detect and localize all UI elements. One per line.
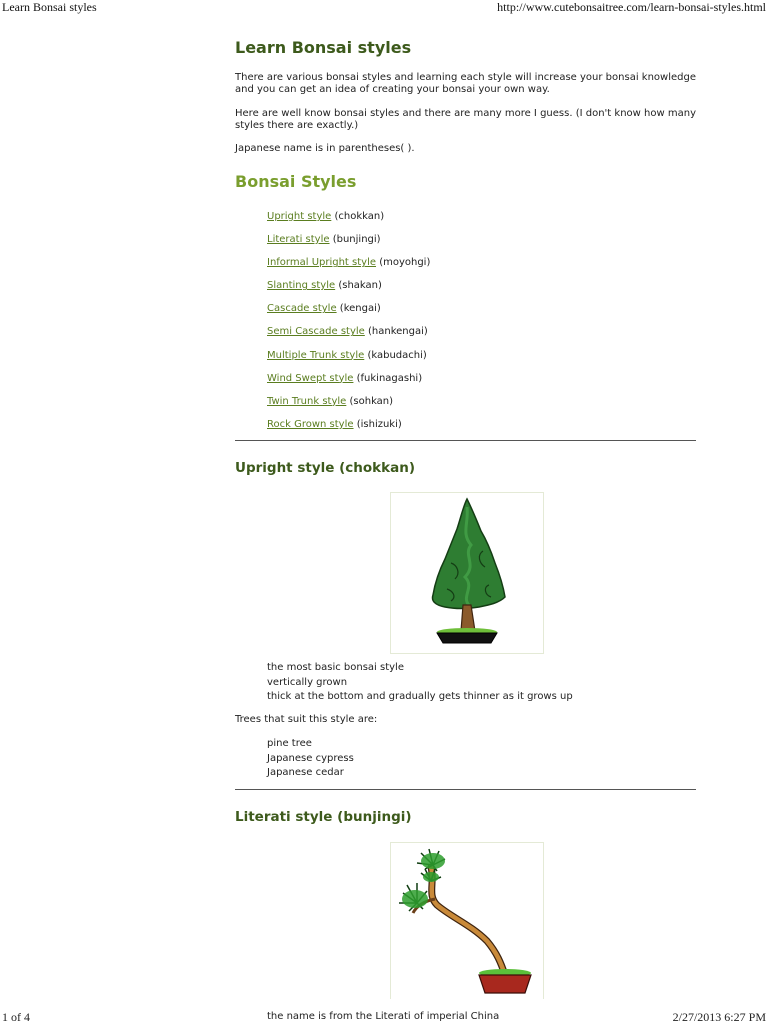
list-item	[267, 395, 430, 418]
list-item	[267, 210, 430, 233]
upright-features-list	[267, 661, 573, 705]
list-item	[267, 349, 430, 372]
style-link-semi-cascade[interactable]: Semi Cascade style	[267, 326, 365, 338]
style-japanese-name: (ishizuki)	[356, 418, 402, 430]
print-footer-page: 1 of 4	[2, 1010, 30, 1024]
intro-paragraph-2: Here are well know bonsai styles and there are many more I guess. (I don't know how many styles there are exactly.)	[235, 108, 696, 131]
upright-bonsai-illustration	[391, 493, 543, 653]
literati-bonsai-illustration	[391, 843, 543, 999]
upright-trees-list	[267, 737, 354, 781]
literati-style-heading: Literati style (bunjingi)	[235, 809, 412, 825]
bonsai-styles-heading: Bonsai Styles	[235, 172, 357, 191]
page-title: Learn Bonsai styles	[235, 38, 412, 57]
trees-intro: Trees that suit this style are:	[235, 714, 378, 725]
list-item	[267, 233, 430, 256]
list-item: pine tree	[267, 738, 312, 749]
intro-paragraph-3: Japanese name is in parentheses( ).	[235, 143, 415, 154]
list-item: Japanese cedar	[267, 767, 344, 778]
style-link-twin-trunk[interactable]: Twin Trunk style	[267, 395, 347, 407]
list-item	[267, 279, 430, 302]
style-link-slanting[interactable]: Slanting style	[267, 280, 336, 292]
style-japanese-name: (sohkan)	[349, 395, 394, 407]
list-item	[267, 372, 430, 395]
print-header-url[interactable]: http://www.cutebonsaitree.com/learn-bonsai-styles.html	[497, 0, 766, 14]
list-item	[267, 418, 430, 441]
literati-description-text: the name is from the Literati of imperial China	[267, 1011, 500, 1022]
list-item: Japanese cypress	[267, 752, 354, 764]
list-item	[267, 302, 430, 325]
divider	[235, 440, 696, 441]
print-footer-datetime: 2/27/2013 6:27 PM	[672, 1010, 766, 1024]
upright-style-image	[390, 492, 544, 654]
style-link-upright[interactable]: Upright style	[267, 211, 332, 222]
list-item: the most basic bonsai style	[267, 662, 404, 673]
list-item: thick at the bottom and gradually gets thinner as it grows up	[267, 691, 573, 702]
style-japanese-name: (fukinagashi)	[356, 372, 423, 384]
style-link-literati[interactable]: Literati style	[267, 234, 330, 246]
intro-paragraph-1: There are various bonsai styles and learning each style will increase your bonsai knowledge and you can get an idea of creating your bonsai your own way.	[235, 72, 696, 95]
style-japanese-name: (shakan)	[338, 280, 382, 292]
style-link-wind-swept[interactable]: Wind Swept style	[267, 372, 354, 384]
style-japanese-name: (moyohgi)	[379, 257, 431, 269]
style-link-rock-grown[interactable]: Rock Grown style	[267, 418, 354, 430]
style-japanese-name: (bunjingi)	[332, 234, 381, 246]
style-japanese-name: (kabudachi)	[367, 349, 427, 361]
style-link-informal-upright[interactable]: Informal Upright style	[267, 257, 377, 269]
literati-style-image	[390, 842, 544, 999]
list-item	[267, 325, 430, 348]
upright-style-heading: Upright style (chokkan)	[235, 460, 416, 476]
list-item: vertically grown	[267, 676, 348, 688]
print-header-title: Learn Bonsai styles	[2, 0, 97, 14]
list-item	[267, 256, 430, 279]
styles-list	[267, 210, 430, 441]
style-link-cascade[interactable]: Cascade style	[267, 303, 337, 315]
divider	[235, 789, 696, 790]
style-japanese-name: (kengai)	[339, 303, 381, 315]
style-japanese-name: (hankengai)	[368, 326, 428, 338]
style-japanese-name: (chokkan)	[334, 211, 385, 222]
style-link-multiple-trunk[interactable]: Multiple Trunk style	[267, 349, 365, 361]
